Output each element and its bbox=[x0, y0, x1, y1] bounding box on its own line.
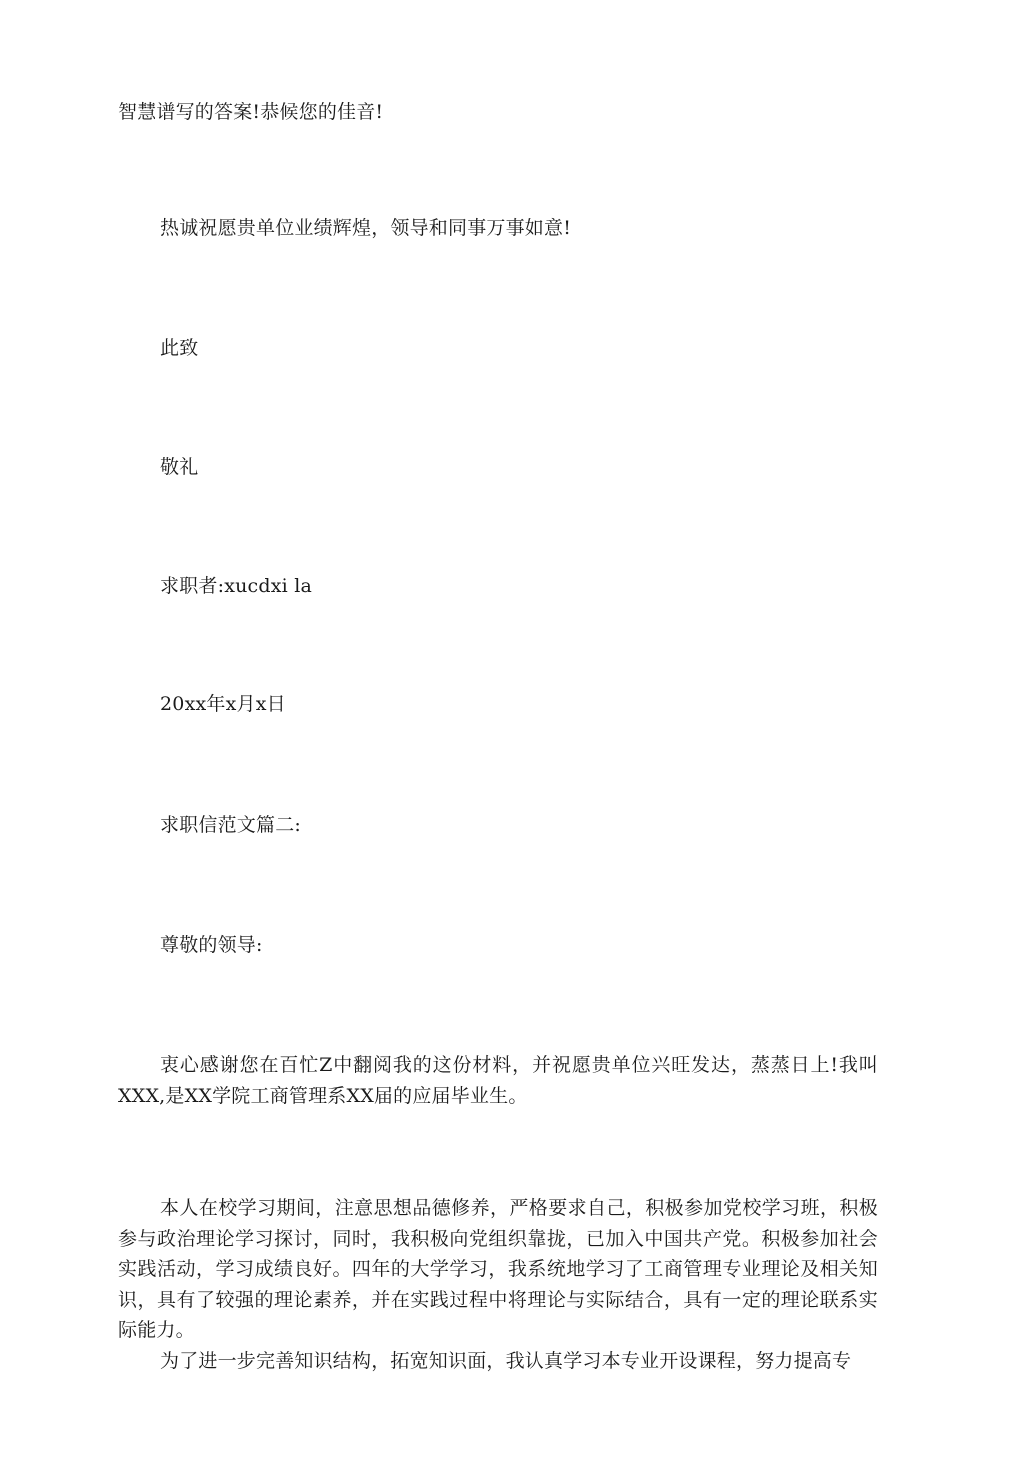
study-paragraph: 本人在校学习期间，注意思想品德修养，严格要求自己，积极参加党校学习班，积极参与政治理论学习探讨，同时，我积极向党组织靠拢，已加入中国共产党。积极参加社会实践活动，学习成绩良好。四年的大学学习，我系统地学习了工商管理专业理论及相关知识，具有了较强的理论素养，并在实践过程中将理论与实际结合，具有一定的理论联系实际能力。 bbox=[118, 1197, 878, 1341]
salutation-line: 尊敬的领导: bbox=[160, 934, 263, 956]
intro-paragraph: 衷心感谢您在百忙Z中翻阅我的这份材料，并祝愿贵单位兴旺发达，蒸蒸日上!我叫XXX,是XX学院工商管理系XX届的应届毕业生。 bbox=[118, 1054, 878, 1107]
closing-wish-line: 智慧谱写的答案!恭候您的佳音! bbox=[118, 101, 384, 123]
jingli-line: 敬礼 bbox=[160, 456, 199, 478]
date-line: 20xx年x月x日 bbox=[160, 693, 286, 715]
section-heading-two: 求职信范文篇二: bbox=[160, 814, 302, 836]
applicant-signature-line: 求职者:xucdxi la bbox=[160, 575, 312, 597]
improve-paragraph: 为了进一步完善知识结构，拓宽知识面，我认真学习本专业开设课程，努力提高专 bbox=[160, 1350, 852, 1372]
blessing-line: 热诚祝愿贵单位业绩辉煌，领导和同事万事如意! bbox=[160, 217, 572, 239]
cizhi-line: 此致 bbox=[160, 337, 199, 359]
